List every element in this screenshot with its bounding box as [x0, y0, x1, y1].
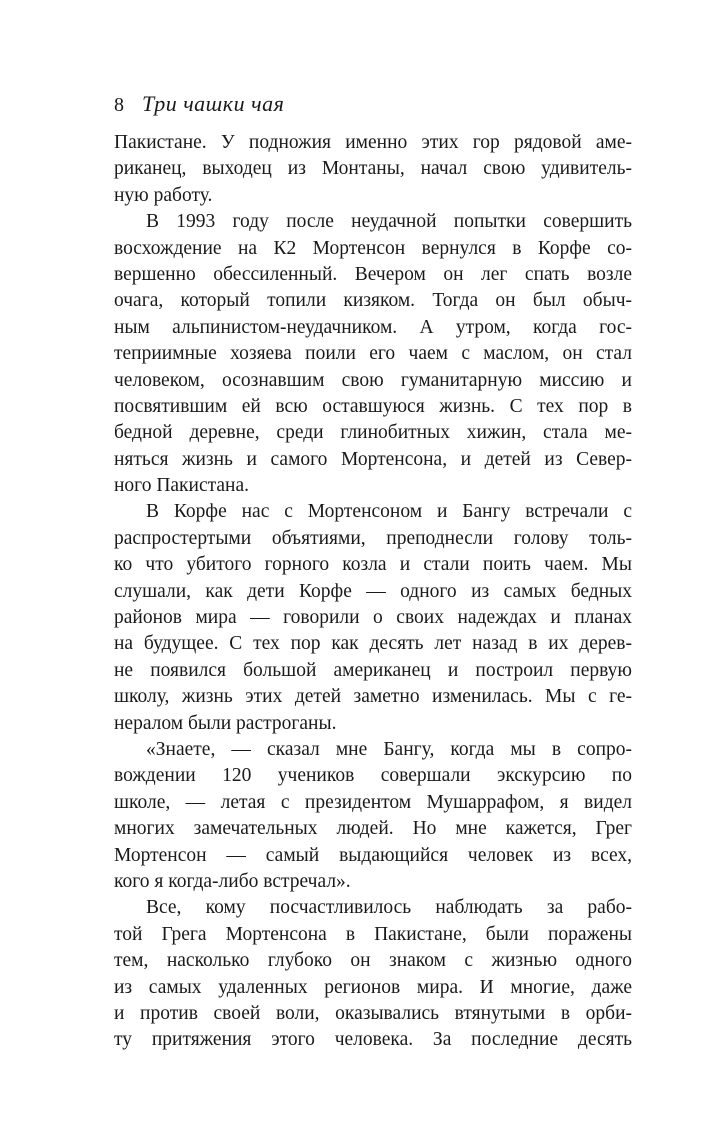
text-line: ным альпинистом-неудачником. А утром, когда гос- — [114, 316, 632, 338]
text-line: Все, кому посчастливилось наблюдать за рабо- — [146, 897, 632, 919]
text-line: тем, насколько глубоко он знаком с жизнью одного — [114, 950, 632, 972]
text-line: из самых удаленных регионов мира. И многие, даже — [114, 976, 632, 998]
text-line: восхождение на К2 Мортенсон вернулся в Корфе со- — [114, 237, 632, 259]
text-line: вершенно обессиленный. Вечером он лег спать возле — [114, 263, 632, 285]
text-line: В Корфе нас с Мортенсоном и Бангу встречали с — [146, 501, 632, 523]
text-line: Пакистане. У подножия именно этих гор рядовой аме- — [114, 132, 632, 153]
text-line: человеком, осознавшим свою гуманитарную миссию и — [114, 369, 632, 391]
text-line: ную работу. — [114, 184, 213, 206]
text-line: риканец, выходец из Монтаны, начал свою удивитель- — [114, 158, 632, 180]
text-line: слушали, как дети Корфе — одного из самых бедных — [114, 580, 632, 602]
text-line: нералом были растроганы. — [114, 712, 337, 734]
text-line: на будущее. С тех пор как десять лет назад в их дерев- — [114, 633, 632, 655]
page-header — [114, 88, 284, 120]
text-line: школу, жизнь этих детей заметно изменилась. Мы с ге- — [114, 686, 632, 708]
text-line: кого я когда-либо встречал». — [114, 870, 351, 892]
text-line: вождении 120 учеников совершали экскурсию по — [114, 765, 632, 787]
text-line: теприимные хозяева поили его чаем с маслом, он стал — [114, 343, 632, 365]
text-line: районов мира — говорили о своих надеждах и планах — [114, 607, 632, 629]
text-line: В 1993 году после неудачной попытки совершить — [146, 211, 632, 233]
text-line: «Знаете, — сказал мне Бангу, когда мы в сопро- — [146, 738, 632, 760]
text-line: той Грега Мортенсона в Пакистане, были поражены — [114, 923, 632, 945]
text-line: Мортенсон — самый выдающийся человек из всех, — [114, 844, 632, 866]
text-line: очага, который топили кизяком. Тогда он был обыч- — [114, 290, 632, 312]
text-line: посвятившим ей всю оставшуюся жизнь. С тех пор в — [114, 395, 632, 417]
text-line: и против своей воли, оказывались втянутыми в орби- — [114, 1002, 632, 1024]
text-line: бедной деревне, среди глинобитных хижин, стала ме- — [114, 422, 632, 444]
text-line: няться жизнь и самого Мортенсона, и детей из Север- — [114, 448, 632, 470]
text-line: ту притяжения этого человека. За последние десять — [114, 1029, 632, 1051]
body-text — [114, 130, 632, 1054]
text-line: многих замечательных людей. Но мне кажется, Грег — [114, 818, 632, 840]
text-line: школе, — летая с президентом Мушаррафом, я видел — [114, 791, 632, 813]
text-line: не появился большой американец и построил первую — [114, 659, 632, 681]
text-line: ко что убитого горного козла и стали поить чаем. Мы — [114, 554, 632, 576]
text-line: распростертыми объятиями, преподнесли голову толь- — [114, 527, 632, 549]
running-title: Три чашки чая — [142, 91, 285, 116]
text-line: ного Пакистана. — [114, 475, 250, 497]
page-number: 8 — [114, 94, 124, 116]
